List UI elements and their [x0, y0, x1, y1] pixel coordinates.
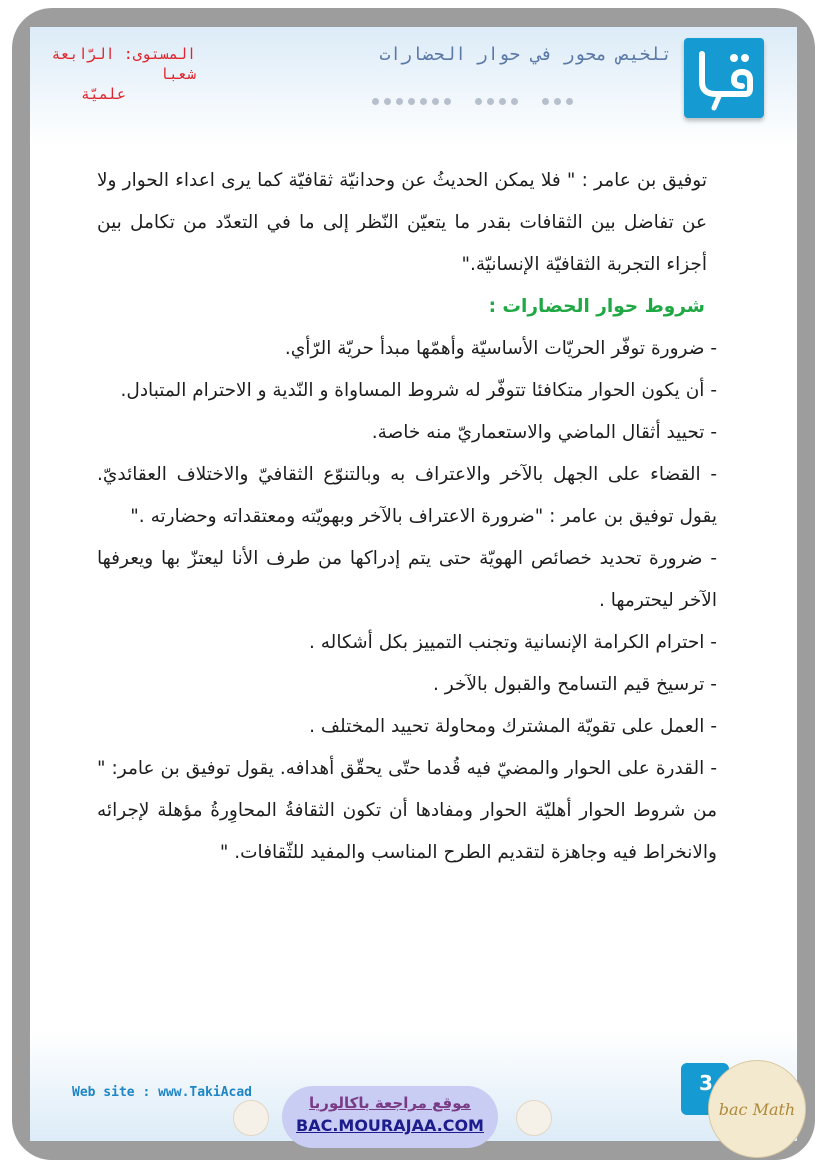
book-icon [233, 1100, 269, 1136]
page-number: 3 [699, 1071, 713, 1095]
promo-line-1[interactable]: موقع مراجعة باكالوريا [309, 1094, 471, 1112]
promo-line-2[interactable]: BAC.MOURAJAA.COM [296, 1116, 484, 1135]
decorative-dots [372, 98, 573, 108]
level-line-1: المستوى: الرّابعة شعبا [51, 45, 196, 83]
list-item: - القضاء على الجهل بالآخر والاعتراف به وبالتنوّع الثقافيّ والاختلاف العقائديّ. يقول توفيق بن عامر : "ضرورة الاعتراف بالآخر وبهويّته ومعتقداته وحضارته ." [97, 464, 717, 527]
logo-mark-icon [684, 38, 764, 118]
bac-math-badge [708, 1060, 806, 1158]
promo-banner[interactable] [282, 1086, 498, 1148]
level-label [36, 44, 196, 104]
list-item: - احترام الكرامة الإنسانية وتجنب التمييز بكل أشكاله . [309, 632, 717, 653]
list-item: - ضرورة توفّر الحريّات الأساسيّة وأهمّها مبدأ حريّة الرّأي. [284, 338, 717, 359]
content-body [97, 160, 717, 874]
list-item: - تحييد أثقال الماضي والاستعماريّ منه خاصة. [371, 422, 717, 443]
list-item: - القدرة على الحوار والمضيّ فيه قُدما حتّى يحقّق أهدافه. يقول توفيق بن عامر: " من شروط الحوار أهليّة الحوار ومفادها أن تكون الثقافةُ المحاوِرةُ مؤهلة لإجرائه والانخراط فيه وجاهزة لتقديم الطرح المناسب والمفيد للثّقافات. " [97, 758, 717, 863]
level-line-2: علميّة [80, 85, 126, 103]
list-item: - ترسيخ قيم التسامح والقبول بالآخر . [433, 674, 717, 695]
list-item: - ضرورة تحديد خصائص الهويّة حتى يتم إدراكها من طرف الأنا ليعتزّ بها ويعرفها الآخر ليحترمها . [97, 548, 717, 611]
paragraph-quote-intro: توفيق بن عامر : " فلا يمكن الحديثُ عن وحدانيّة ثقافيّة كما يرى اعداء الحوار ولا عن تفاضل بين الثقافات بقدر ما يتعيّن النّظر إلى ما في التعدّد من تكامل بين أجزاء التجربة الثقافيّة الإنسانيّة." [97, 170, 707, 275]
book-icon [516, 1100, 552, 1136]
list-item: - العمل على تقويّة المشترك ومحاولة تحييد المختلف . [309, 716, 717, 737]
bac-math-text: bac Math [718, 1099, 796, 1119]
website-link[interactable]: Web site : www.TakiAcad [72, 1085, 253, 1100]
section-subtitle: شروط حوار الحضارات : [488, 296, 705, 317]
list-item: - أن يكون الحوار متكافئا تتوفّر له شروط المساواة و النّدية و الاحترام المتبادل. [120, 380, 717, 401]
document-title: تلخيص محور في حوار الحضارات [379, 44, 672, 65]
site-logo [684, 38, 764, 118]
